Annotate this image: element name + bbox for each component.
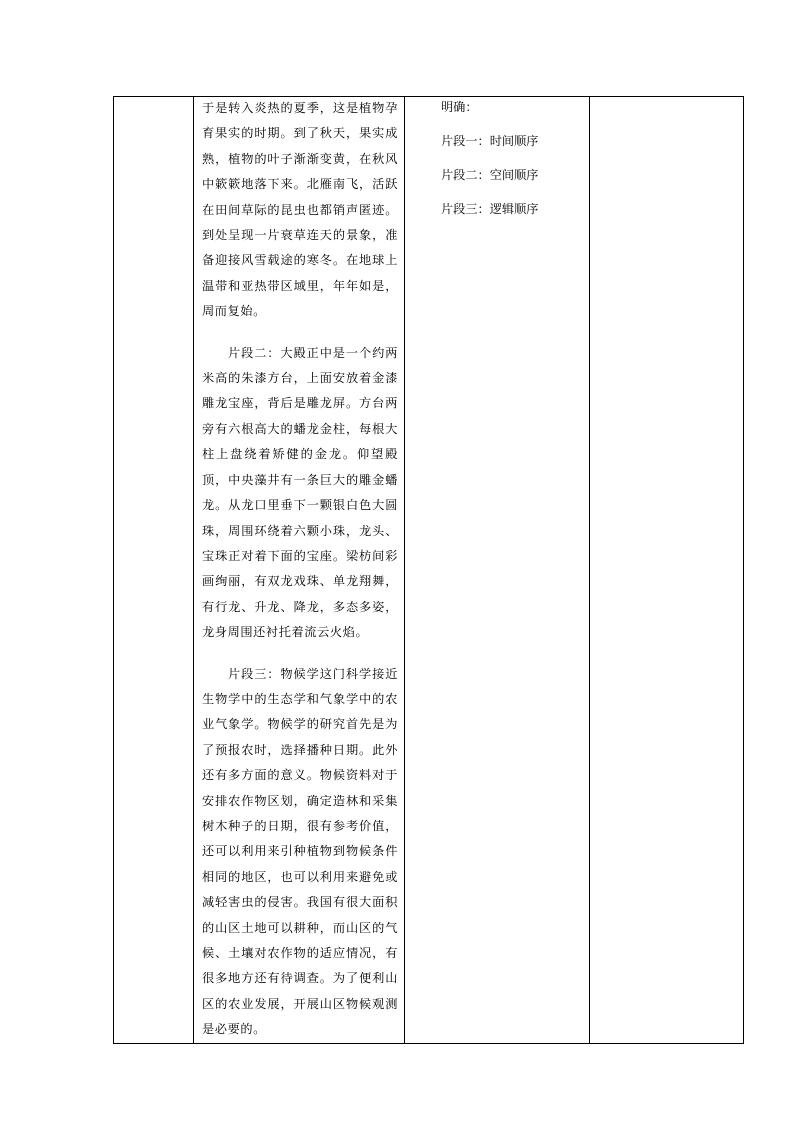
empty-cell-right [590,97,744,1044]
answers-cell [405,97,590,1044]
passage-three: 片段三：物候学这门科学接近生物学中的生态学和气象学中的农业气象学。物候学的研究首先是为了预报农时，选择播种日期。此外还有多方面的意义。物候资料对于安排农作物区划，确定造林和采集树木种子的日期，很有参考价值，还可以利用来引种植物到物候条件相同的地区，也可以利用来避免或减轻害虫的侵害。我国有很大面积的山区土地可以耕种，而山区的气候、土壤对农作物的适应情况，有很多地方还有待调查。为了便利山区的农业发展，开展山区物候观测是必要的。 [202,666,398,1037]
empty-cell-left [114,97,194,1044]
answer-item-1: 片段一：时间顺序 [441,134,539,148]
text-passages-cell [194,97,405,1044]
passage-two: 片段二：大殿正中是一个约两米高的朱漆方台，上面安放着金漆雕龙宝座，背后是雕龙屏。方台两旁有六根高大的蟠龙金柱，每根大柱上盘绕着矫健的金龙。仰望殿顶，中央藻井有一条巨大的雕金蟠龙。从龙口里垂下一颗银白色大圆珠，周围环绕着六颗小珠，龙头、宝珠正对着下面的宝座。梁枋间彩画绚丽，有双龙戏珠、单龙翔舞，有行龙、升龙、降龙，多态多姿，龙身周围还衬托着流云火焰。 [202,345,398,640]
table-row [114,97,744,1044]
lesson-table [113,96,744,1044]
answer-item-3: 片段三：逻辑顺序 [441,202,539,216]
answer-item-2: 片段二：空间顺序 [441,168,539,182]
answers-label: 明确： [441,100,478,114]
passage-one-continuation: 于是转入炎热的夏季，这是植物孕育果实的时期。到了秋天，果实成熟，植物的叶子渐渐变黄，在秋风中簌簌地落下来。北雁南飞，活跃在田间草际的昆虫也都销声匿迹。到处呈现一片衰草连天的景象，准备迎接风雪载途的寒冬。在地球上温带和亚热带区域里，年年如是，周而复始。 [202,101,398,319]
